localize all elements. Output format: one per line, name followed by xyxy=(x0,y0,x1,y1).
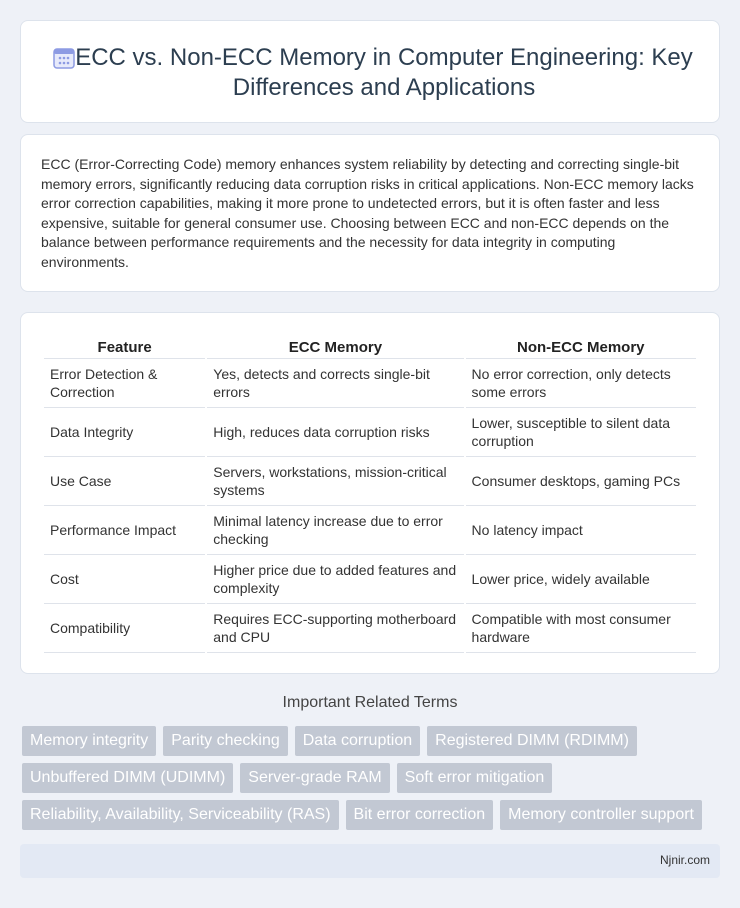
tag-server-grade-ram[interactable]: Server-grade RAM xyxy=(240,763,389,793)
footer xyxy=(20,844,720,878)
tag-row xyxy=(22,763,722,793)
tag-unbuffered-dimm[interactable]: Unbuffered DIMM (UDIMM) xyxy=(22,763,233,793)
cell-non-ecc: Compatible with most consumer hardware xyxy=(466,604,696,653)
cell-non-ecc: No error correction, only detects some errors xyxy=(466,359,696,408)
cell-ecc: Minimal latency increase due to error checking xyxy=(207,506,463,555)
comparison-table xyxy=(42,335,698,653)
tag-memory-integrity[interactable]: Memory integrity xyxy=(22,726,156,756)
cell-feature: Data Integrity xyxy=(44,408,205,457)
cell-ecc: Servers, workstations, mission-critical systems xyxy=(207,457,463,506)
footer-site-link[interactable]: Njnir.com xyxy=(659,853,710,867)
tag-parity-checking[interactable]: Parity checking xyxy=(163,726,288,756)
tag-data-corruption[interactable]: Data corruption xyxy=(295,726,420,756)
cell-feature: Error Detection & Correction xyxy=(44,359,205,408)
intro-paragraph: ECC (Error-Correcting Code) memory enhances system reliability by detecting and correcting single-bit memory errors, significantly reducing data corruption risks in critical applications. Non-ECC memory lacks error correction capabilities, making it more prone to undetected errors, but it is often faster and less expensive, suitable for general consumer use. Choosing between ECC and non-ECC depends on the balance between performance requirements and the necessity for data integrity in computing environments. xyxy=(41,156,694,270)
page-title: ECC vs. Non-ECC Memory in Computer Engineering: Key Differences and Applications xyxy=(75,44,693,101)
intro-card xyxy=(20,134,720,292)
title-card xyxy=(20,20,720,123)
tag-registered-dimm[interactable]: Registered DIMM (RDIMM) xyxy=(427,726,637,756)
tag-row xyxy=(22,800,722,830)
tag-memory-controller-support[interactable]: Memory controller support xyxy=(500,800,702,830)
tag-bit-error-correction[interactable]: Bit error correction xyxy=(346,800,494,830)
table-row xyxy=(44,408,696,457)
table-row xyxy=(44,457,696,506)
related-terms-title: Important Related Terms xyxy=(282,694,458,711)
header-feature: Feature xyxy=(44,335,205,359)
header-ecc: ECC Memory xyxy=(207,335,463,359)
comparison-table-card xyxy=(20,312,720,674)
cell-ecc: High, reduces data corruption risks xyxy=(207,408,463,457)
table-row xyxy=(44,506,696,555)
table-row xyxy=(44,555,696,604)
cell-ecc: Higher price due to added features and complexity xyxy=(207,555,463,604)
table-header-row xyxy=(44,335,696,359)
cell-ecc: Requires ECC-supporting motherboard and CPU xyxy=(207,604,463,653)
cell-non-ecc: No latency impact xyxy=(466,506,696,555)
table-row xyxy=(44,359,696,408)
cell-feature: Use Case xyxy=(44,457,205,506)
cell-feature: Compatibility xyxy=(44,604,205,653)
table-row xyxy=(44,604,696,653)
tag-row xyxy=(22,726,722,756)
cell-ecc: Yes, detects and corrects single-bit errors xyxy=(207,359,463,408)
cell-non-ecc: Lower price, widely available xyxy=(466,555,696,604)
tag-soft-error-mitigation[interactable]: Soft error mitigation xyxy=(397,763,553,793)
cell-non-ecc: Consumer desktops, gaming PCs xyxy=(466,457,696,506)
cell-non-ecc: Lower, susceptible to silent data corruption xyxy=(466,408,696,457)
related-terms-tags xyxy=(22,726,722,837)
tag-ras[interactable]: Reliability, Availability, Serviceability (RAS) xyxy=(22,800,339,830)
cell-feature: Cost xyxy=(44,555,205,604)
header-non-ecc: Non-ECC Memory xyxy=(466,335,696,359)
cell-feature: Performance Impact xyxy=(44,506,205,555)
